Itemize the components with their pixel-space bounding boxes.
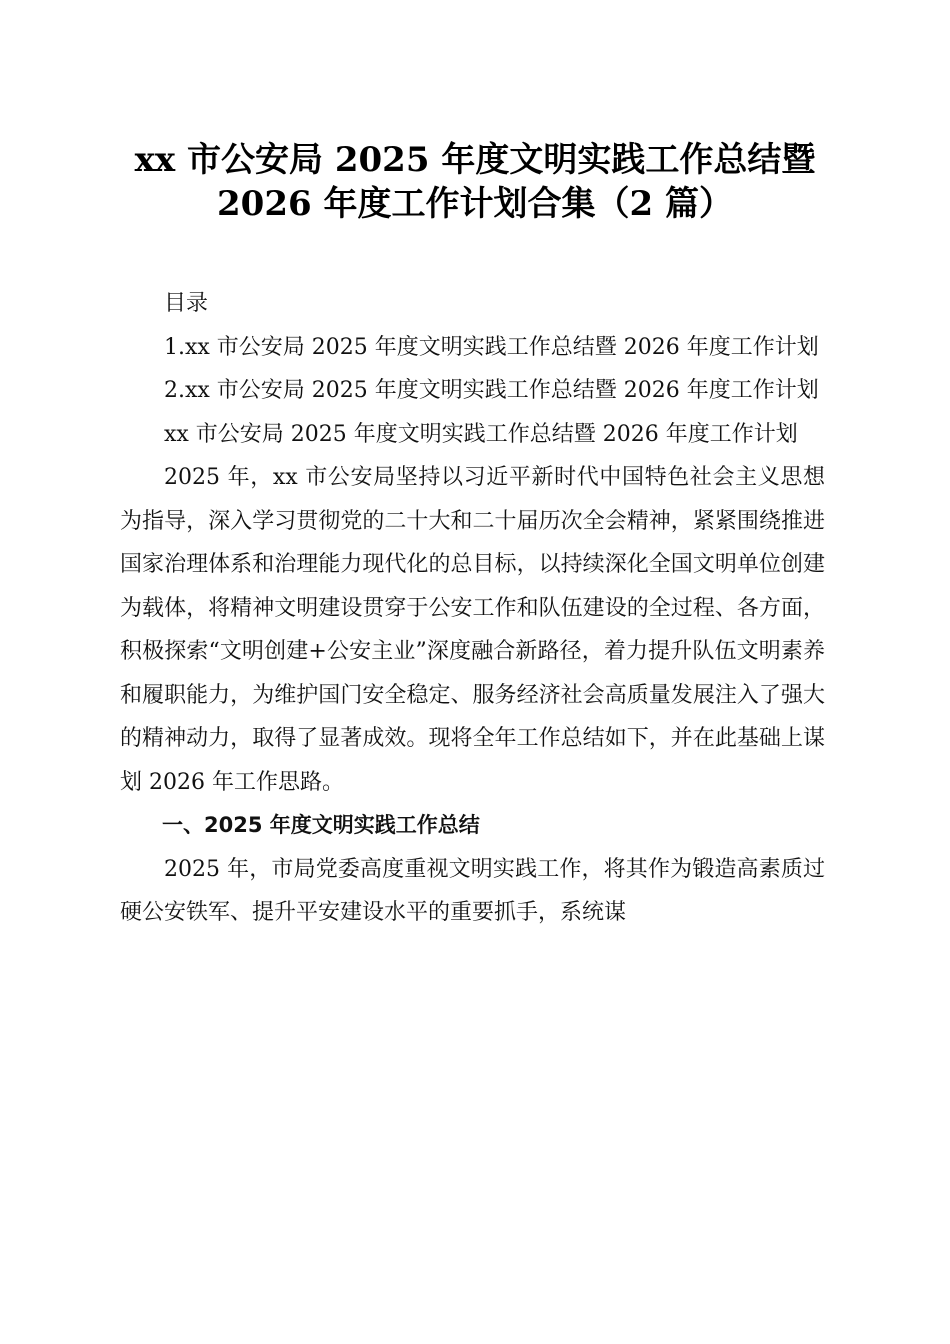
toc-item-1: 1.xx 市公安局 2025 年度文明实践工作总结暨 2026 年度工作计划 xyxy=(164,334,819,360)
section-1-heading: 一、2025 年度文明实践工作总结 xyxy=(162,813,480,837)
toc-item-2: 2.xx 市公安局 2025 年度文明实践工作总结暨 2026 年度工作计划 xyxy=(164,378,819,403)
document-title xyxy=(100,138,850,226)
toc-label: 目录 xyxy=(164,291,209,316)
title-line-1: xx 市公安局 2025 年度文明实践工作总结暨 xyxy=(134,140,816,180)
document-body xyxy=(120,282,825,935)
section-1-paragraph: 2025 年，市局党委高度重视文明实践工作，将其作为锻造高素质过硬公安铁军、提升平安建设水平的重要抓手，系统谋 xyxy=(120,856,825,925)
article-title: xx 市公安局 2025 年度文明实践工作总结暨 2026 年度工作计划 xyxy=(164,421,798,447)
title-line-2: 2026 年度工作计划合集（2 篇） xyxy=(217,184,733,224)
intro-paragraph: 2025 年，xx 市公安局坚持以习近平新时代中国特色社会主义思想为指导，深入学习贯彻党的二十大和二十届历次全会精神，紧紧围绕推进国家治理体系和治理能力现代化的总目标，以持续深化全国文明单位创建为载体，将精神文明建设贯穿于公安工作和队伍建设的全过程、各方面，积极探索“文明创建+公安主业”深度融合新路径，着力提升队伍文明素养和履职能力，为维护国门安全稳定、服务经济社会高质量发展注入了强大的精神动力，取得了显著成效。现将全年工作总结如下，并在此基础上谋划 2026 年工作思路。 xyxy=(120,465,825,795)
